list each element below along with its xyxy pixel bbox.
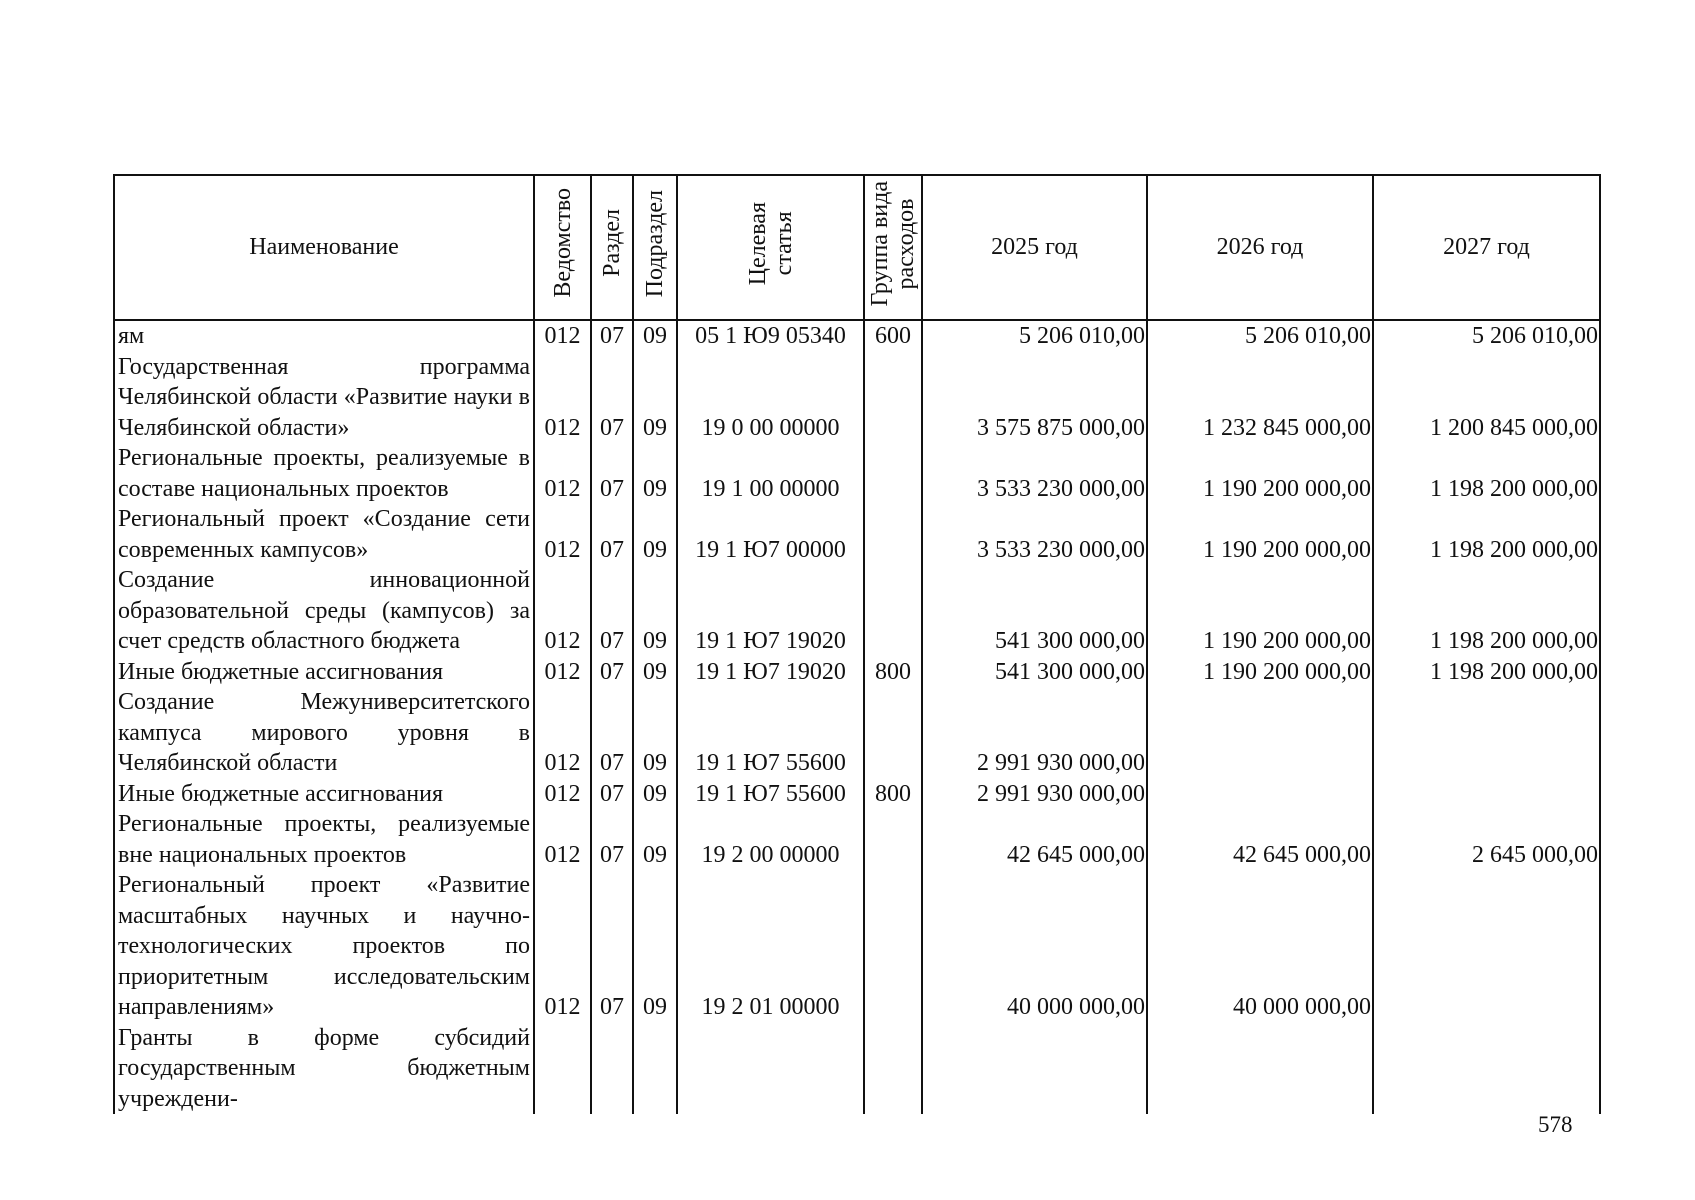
cell-target-article: 19 2 01 00000 (677, 870, 864, 1023)
cell-subsection (633, 1023, 677, 1115)
cell-2025: 40 000 000,00 (922, 870, 1147, 1023)
cell-2025: 2 991 930 000,00 (922, 779, 1147, 810)
cell-dept: 012 (534, 870, 591, 1023)
cell-expense-group (864, 565, 922, 657)
header-section: Раздел (591, 175, 633, 320)
cell-name: Создание инновационной образовательной среды (кампусов) за счет средств областного бюджета (114, 565, 534, 657)
cell-expense-group: 600 (864, 320, 922, 352)
table-row (114, 657, 1600, 688)
cell-2026: 5 206 010,00 (1147, 320, 1373, 352)
cell-2025: 541 300 000,00 (922, 565, 1147, 657)
cell-section: 07 (591, 870, 633, 1023)
cell-name: Региональный проект «Создание сети современных кампусов» (114, 504, 534, 565)
cell-2025: 2 991 930 000,00 (922, 687, 1147, 779)
cell-section (591, 1023, 633, 1115)
table-row (114, 352, 1600, 444)
header-2027: 2027 год (1373, 175, 1600, 320)
cell-subsection: 09 (633, 443, 677, 504)
table-row (114, 443, 1600, 504)
cell-expense-group: 800 (864, 657, 922, 688)
cell-name: Создание Межуниверситетского кампуса мирового уровня в Челябинской области (114, 687, 534, 779)
cell-dept: 012 (534, 352, 591, 444)
table-row (114, 779, 1600, 810)
header-row (114, 175, 1600, 320)
cell-target-article: 19 1 Ю7 19020 (677, 565, 864, 657)
cell-expense-group (864, 870, 922, 1023)
cell-target-article: 19 0 00 00000 (677, 352, 864, 444)
cell-expense-group (864, 1023, 922, 1115)
cell-target-article: 19 2 00 00000 (677, 809, 864, 870)
cell-dept: 012 (534, 687, 591, 779)
cell-section: 07 (591, 504, 633, 565)
cell-target-article: 19 1 Ю7 19020 (677, 657, 864, 688)
cell-name: Иные бюджетные ассигнования (114, 779, 534, 810)
cell-subsection: 09 (633, 320, 677, 352)
cell-2025: 3 575 875 000,00 (922, 352, 1147, 444)
cell-2026 (1147, 779, 1373, 810)
cell-dept: 012 (534, 320, 591, 352)
cell-2027 (1373, 1023, 1600, 1115)
table-row (114, 870, 1600, 1023)
cell-dept (534, 1023, 591, 1115)
cell-section: 07 (591, 352, 633, 444)
cell-target-article: 05 1 Ю9 05340 (677, 320, 864, 352)
cell-2026: 42 645 000,00 (1147, 809, 1373, 870)
cell-expense-group (864, 443, 922, 504)
cell-subsection: 09 (633, 687, 677, 779)
header-name: Наименование (114, 175, 534, 320)
cell-2025: 5 206 010,00 (922, 320, 1147, 352)
cell-2026: 1 190 200 000,00 (1147, 657, 1373, 688)
cell-2027: 5 206 010,00 (1373, 320, 1600, 352)
cell-dept: 012 (534, 779, 591, 810)
cell-2027: 1 198 200 000,00 (1373, 504, 1600, 565)
cell-section: 07 (591, 657, 633, 688)
table-row (114, 504, 1600, 565)
cell-subsection: 09 (633, 870, 677, 1023)
header-subsection: Подраздел (633, 175, 677, 320)
cell-2027: 1 198 200 000,00 (1373, 443, 1600, 504)
cell-2025: 541 300 000,00 (922, 657, 1147, 688)
header-dept: Ведомство (534, 175, 591, 320)
cell-target-article: 19 1 Ю7 55600 (677, 687, 864, 779)
cell-2025 (922, 1023, 1147, 1115)
cell-name: Государственная программа Челябинской области «Развитие науки в Челябинской области» (114, 352, 534, 444)
cell-subsection: 09 (633, 565, 677, 657)
cell-2027: 1 200 845 000,00 (1373, 352, 1600, 444)
cell-target-article: 19 1 Ю7 55600 (677, 779, 864, 810)
cell-subsection: 09 (633, 657, 677, 688)
cell-expense-group (864, 687, 922, 779)
header-expense-group: Группа вида расходов (864, 175, 922, 320)
cell-subsection: 09 (633, 504, 677, 565)
cell-2027: 1 198 200 000,00 (1373, 657, 1600, 688)
cell-2027: 1 198 200 000,00 (1373, 565, 1600, 657)
cell-2026 (1147, 687, 1373, 779)
page-number: 578 (1538, 1112, 1573, 1137)
cell-section: 07 (591, 779, 633, 810)
cell-name: Региональный проект «Развитие масштабных научных и научно-технологических проектов по приоритетным исследовательским направлениям» (114, 870, 534, 1023)
cell-dept: 012 (534, 504, 591, 565)
table-row (114, 809, 1600, 870)
table-row (114, 1023, 1600, 1115)
cell-subsection: 09 (633, 809, 677, 870)
cell-section: 07 (591, 809, 633, 870)
cell-target-article: 19 1 Ю7 00000 (677, 504, 864, 565)
cell-2025: 3 533 230 000,00 (922, 443, 1147, 504)
cell-2026: 1 190 200 000,00 (1147, 504, 1373, 565)
cell-2027: 2 645 000,00 (1373, 809, 1600, 870)
table-row (114, 565, 1600, 657)
cell-name: Гранты в форме субсидий государственным бюджетным учреждени- (114, 1023, 534, 1115)
cell-section: 07 (591, 443, 633, 504)
cell-expense-group (864, 504, 922, 565)
table-body (114, 320, 1600, 1114)
cell-dept: 012 (534, 565, 591, 657)
cell-expense-group (864, 352, 922, 444)
header-target-article: Целевая статья (677, 175, 864, 320)
cell-name: Иные бюджетные ассигнования (114, 657, 534, 688)
cell-section: 07 (591, 687, 633, 779)
cell-2025: 42 645 000,00 (922, 809, 1147, 870)
cell-target-article: 19 1 00 00000 (677, 443, 864, 504)
cell-target-article (677, 1023, 864, 1115)
table-row (114, 687, 1600, 779)
cell-2026 (1147, 1023, 1373, 1115)
budget-table (113, 174, 1601, 1114)
cell-2025: 3 533 230 000,00 (922, 504, 1147, 565)
cell-2027 (1373, 779, 1600, 810)
header-2025: 2025 год (922, 175, 1147, 320)
cell-2026: 1 232 845 000,00 (1147, 352, 1373, 444)
cell-2026: 1 190 200 000,00 (1147, 565, 1373, 657)
cell-dept: 012 (534, 657, 591, 688)
cell-name: Региональные проекты, реализуемые в составе национальных проектов (114, 443, 534, 504)
cell-2026: 40 000 000,00 (1147, 870, 1373, 1023)
cell-name: ям (114, 320, 534, 352)
cell-2027 (1373, 870, 1600, 1023)
cell-2026: 1 190 200 000,00 (1147, 443, 1373, 504)
cell-subsection: 09 (633, 779, 677, 810)
cell-section: 07 (591, 320, 633, 352)
cell-name: Региональные проекты, реализуемые вне национальных проектов (114, 809, 534, 870)
cell-section: 07 (591, 565, 633, 657)
cell-dept: 012 (534, 809, 591, 870)
cell-2027 (1373, 687, 1600, 779)
cell-subsection: 09 (633, 352, 677, 444)
cell-expense-group (864, 809, 922, 870)
cell-expense-group: 800 (864, 779, 922, 810)
table-row (114, 320, 1600, 352)
header-2026: 2026 год (1147, 175, 1373, 320)
cell-dept: 012 (534, 443, 591, 504)
